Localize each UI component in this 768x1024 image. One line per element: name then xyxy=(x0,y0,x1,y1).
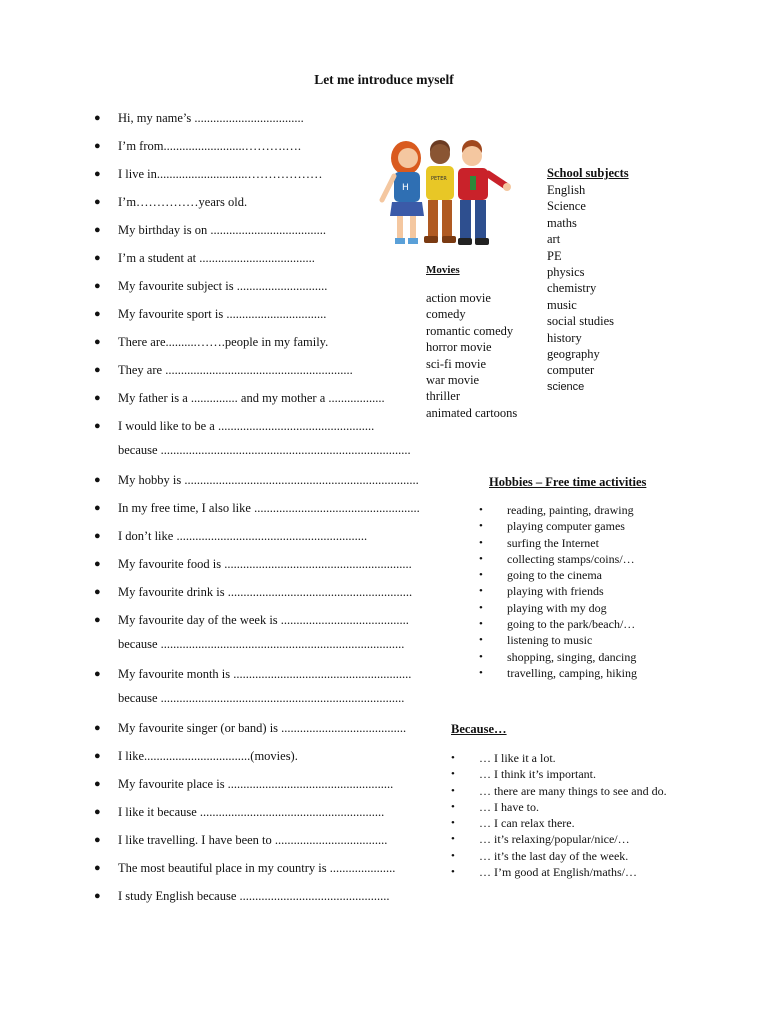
bullet: ● xyxy=(94,196,101,208)
prompt-text: I like it because ........................................................... xyxy=(118,805,385,819)
prompt-item xyxy=(94,276,454,304)
school-subjects-heading: School subjects xyxy=(547,166,629,180)
prompt-item xyxy=(94,554,454,582)
prompt-item xyxy=(94,774,454,802)
prompt-text: I don’t like ............................................................. xyxy=(118,529,368,543)
bullet: ● xyxy=(94,750,101,762)
prompt-text: The most beautiful place in my country is ..................... xyxy=(118,861,396,875)
prompt-text: I’m from..........................……….…. xyxy=(118,139,301,153)
because-item: • … I can relax there. xyxy=(451,815,667,831)
movies-heading: Movies xyxy=(426,264,460,276)
prompt-item xyxy=(94,108,454,136)
prompt-text: My favourite subject is ............................. xyxy=(118,279,328,293)
bullet: ● xyxy=(94,806,101,818)
subject-item: geography xyxy=(547,347,600,362)
prompt-text: My favourite drink is ........................................................... xyxy=(118,585,413,599)
hobby-item: • going to the cinema xyxy=(479,567,637,583)
subject-item: Science xyxy=(547,199,586,214)
prompt-item xyxy=(94,304,454,332)
prompt-item xyxy=(94,858,454,886)
because-list xyxy=(451,750,667,880)
bullet: ● xyxy=(94,474,101,486)
bullet: ● xyxy=(94,140,101,152)
movie-item: thriller xyxy=(426,389,461,404)
prompt-text: My favourite place is ..................................................... xyxy=(118,777,394,791)
prompt-text: My favourite singer (or band) is ........................................ xyxy=(118,721,407,735)
bullet: ● xyxy=(94,834,101,846)
prompt-item xyxy=(94,830,454,858)
prompt-text: My favourite day of the week is ......................................... xyxy=(118,613,409,627)
bullet: ● xyxy=(94,336,101,348)
bullet: ● xyxy=(94,364,101,376)
movie-item: animated cartoons xyxy=(426,405,518,420)
prompt-text: I study English because ................................................ xyxy=(118,889,390,903)
subject-item: science xyxy=(547,380,585,393)
prompt-item xyxy=(94,332,454,360)
movies-list xyxy=(426,290,517,421)
school-subjects-list xyxy=(547,182,614,395)
movie-item: romantic comedy xyxy=(426,323,514,338)
bullet: ● xyxy=(94,530,101,542)
prompt-item xyxy=(94,470,454,498)
prompt-text: I’m a student at ..................................... xyxy=(118,251,315,265)
bullet: ● xyxy=(94,778,101,790)
bullet: ● xyxy=(94,558,101,570)
prompt-item xyxy=(94,360,454,388)
hobby-item: • going to the park/beach/… xyxy=(479,616,637,632)
hobby-item: • reading, painting, drawing xyxy=(479,502,637,518)
prompt-continuation xyxy=(94,444,454,470)
subject-item: PE xyxy=(547,248,562,263)
prompt-text: My birthday is on ..................................... xyxy=(118,223,326,237)
prompt-item xyxy=(94,802,454,830)
bullet: ● xyxy=(94,420,101,432)
prompt-text: My favourite month is ......................................................... xyxy=(118,667,412,681)
prompt-because-text: because ................................................................................ xyxy=(118,443,411,457)
prompt-text: My favourite food is ............................................................ xyxy=(118,557,412,571)
because-item: • … I like it a lot. xyxy=(451,750,667,766)
bullet: ● xyxy=(94,862,101,874)
hobbies-list xyxy=(479,502,637,681)
shirt-label: PETER xyxy=(431,176,447,182)
bullet: ● xyxy=(94,586,101,598)
prompt-item xyxy=(94,886,454,914)
because-item: • … I’m good at English/maths/… xyxy=(451,864,667,880)
page-title: Let me introduce myself xyxy=(314,72,454,87)
bullet: ● xyxy=(94,252,101,264)
prompt-text: I like..................................(movies). xyxy=(118,749,298,763)
subject-item: computer xyxy=(547,363,595,378)
because-item: • … it’s relaxing/popular/nice/… xyxy=(451,831,667,847)
subject-item: social studies xyxy=(547,314,615,329)
subject-item: physics xyxy=(547,265,585,280)
prompt-item xyxy=(94,718,454,746)
prompt-text: My favourite sport is ................................ xyxy=(118,307,327,321)
hobby-item: • listening to music xyxy=(479,632,637,648)
prompt-text: I would like to be a .................................................. xyxy=(118,419,375,433)
prompt-item xyxy=(94,248,454,276)
prompt-text: Hi, my name’s ................................... xyxy=(118,111,304,125)
prompt-item xyxy=(94,388,454,416)
because-item: • … it’s the last day of the week. xyxy=(451,848,667,864)
prompt-item xyxy=(94,582,454,610)
kids-illustration xyxy=(380,136,510,252)
bullet: ● xyxy=(94,308,101,320)
hobby-item: • playing with friends xyxy=(479,583,637,599)
prompt-text: My hobby is ........................................................................... xyxy=(118,473,419,487)
because-heading: Because… xyxy=(451,722,507,736)
movie-item: sci-fi movie xyxy=(426,356,487,371)
prompt-text: I like travelling. I have been to .................................... xyxy=(118,833,388,847)
hobby-item: • shopping, singing, dancing xyxy=(479,649,637,665)
hobby-item: • surfing the Internet xyxy=(479,535,637,551)
prompt-continuation xyxy=(94,692,454,718)
prompt-text: I’m……………years old. xyxy=(118,195,248,209)
movie-item: war movie xyxy=(426,373,480,388)
bullet: ● xyxy=(94,280,101,292)
prompt-text: My father is a ............... and my mother a .................. xyxy=(118,391,385,405)
hobby-item: • travelling, camping, hiking xyxy=(479,665,637,681)
bullet: ● xyxy=(94,722,101,734)
bullet: ● xyxy=(94,668,101,680)
subject-item: English xyxy=(547,183,586,197)
svg-text:H: H xyxy=(402,183,409,193)
hobby-item: • playing computer games xyxy=(479,518,637,534)
prompt-item xyxy=(94,526,454,554)
bullet: ● xyxy=(94,502,101,514)
subject-item: music xyxy=(547,297,577,312)
bullet: ● xyxy=(94,224,101,236)
bullet: ● xyxy=(94,392,101,404)
prompt-text: They are ............................................................ xyxy=(118,363,353,377)
prompt-item xyxy=(94,498,454,526)
prompt-text: I live in.............................……………… xyxy=(118,167,323,181)
movie-item: horror movie xyxy=(426,340,492,355)
because-item: • … I think it’s important. xyxy=(451,766,667,782)
subject-item: maths xyxy=(547,215,577,230)
bullet: ● xyxy=(94,890,101,902)
prompt-text: In my free time, I also like ..................................................... xyxy=(118,501,420,515)
prompt-text: There are..........…….people in my family. xyxy=(118,335,329,349)
subject-item: chemistry xyxy=(547,281,597,296)
bullet: ● xyxy=(94,168,101,180)
hobbies-heading: Hobbies – Free time activities xyxy=(489,475,647,489)
hobby-item: • playing with my dog xyxy=(479,600,637,616)
hobby-item: • collecting stamps/coins/… xyxy=(479,551,637,567)
bullet: ● xyxy=(94,614,101,626)
prompt-continuation xyxy=(94,638,454,664)
movie-item: action movie xyxy=(426,291,491,305)
prompt-because-text: because .............................................................................. xyxy=(118,691,405,705)
subject-item: history xyxy=(547,330,582,345)
movie-item: comedy xyxy=(426,307,466,322)
because-item: • … I have to. xyxy=(451,799,667,815)
because-item: • … there are many things to see and do. xyxy=(451,783,667,799)
bullet: ● xyxy=(94,112,101,124)
prompt-because-text: because .............................................................................. xyxy=(118,637,405,651)
prompt-item xyxy=(94,746,454,774)
kids-illustration-svg xyxy=(380,136,510,252)
subject-item: art xyxy=(547,232,561,247)
